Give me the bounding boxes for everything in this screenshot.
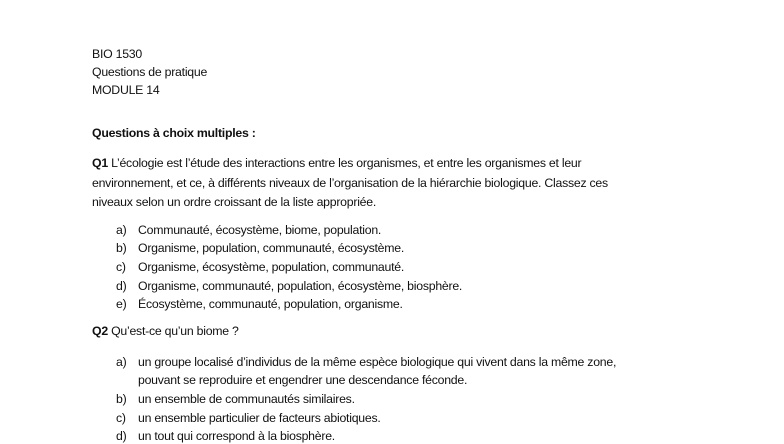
option-text: Écosystème, communauté, population, organisme.	[138, 297, 403, 311]
question-number: Q1	[92, 156, 108, 170]
option-text: un tout qui correspond à la biosphère.	[138, 429, 335, 443]
question-text: Qu’est-ce qu’un biome ?	[111, 324, 239, 338]
option-label: b)	[116, 392, 127, 406]
option-label: c)	[116, 260, 126, 274]
option-label: d)	[116, 279, 127, 293]
option-text: Organisme, population, communauté, écosystème.	[138, 241, 405, 255]
course-code: BIO 1530	[92, 47, 142, 61]
section-title: Questions à choix multiples :	[92, 126, 256, 140]
document-subtitle: Questions de pratique	[92, 65, 208, 79]
option-label: a)	[116, 355, 127, 369]
option-text: Organisme, écosystème, population, communauté.	[138, 260, 405, 274]
option-text: un groupe localisé d’individus de la même espèce biologique qui vivent dans la même zone,	[138, 355, 617, 369]
option-label: a)	[116, 223, 127, 237]
question-number: Q2	[92, 324, 108, 338]
option-text: un ensemble de communautés similaires.	[138, 392, 355, 406]
option-label: b)	[116, 241, 127, 255]
question-text: L’écologie est l’étude des interactions entre les organismes, et entre les organismes et leur	[111, 156, 582, 170]
option-label: e)	[116, 297, 127, 311]
option-label: c)	[116, 411, 126, 425]
question-text: niveaux selon un ordre croissant de la liste appropriée.	[92, 195, 377, 209]
option-text: Communauté, écosystème, biome, population.	[138, 223, 382, 237]
question-text: environnement, et ce, à différents niveaux de l’organisation de la hiérarchie biologique. Classez ces	[92, 176, 608, 190]
option-text: pouvant se reproduire et engendrer une descendance féconde.	[138, 373, 468, 387]
option-text: Organisme, communauté, population, écosystème, biosphère.	[138, 279, 463, 293]
option-text: un ensemble particulier de facteurs abiotiques.	[138, 411, 381, 425]
option-label: d)	[116, 429, 127, 443]
module-title: MODULE 14	[92, 83, 160, 97]
